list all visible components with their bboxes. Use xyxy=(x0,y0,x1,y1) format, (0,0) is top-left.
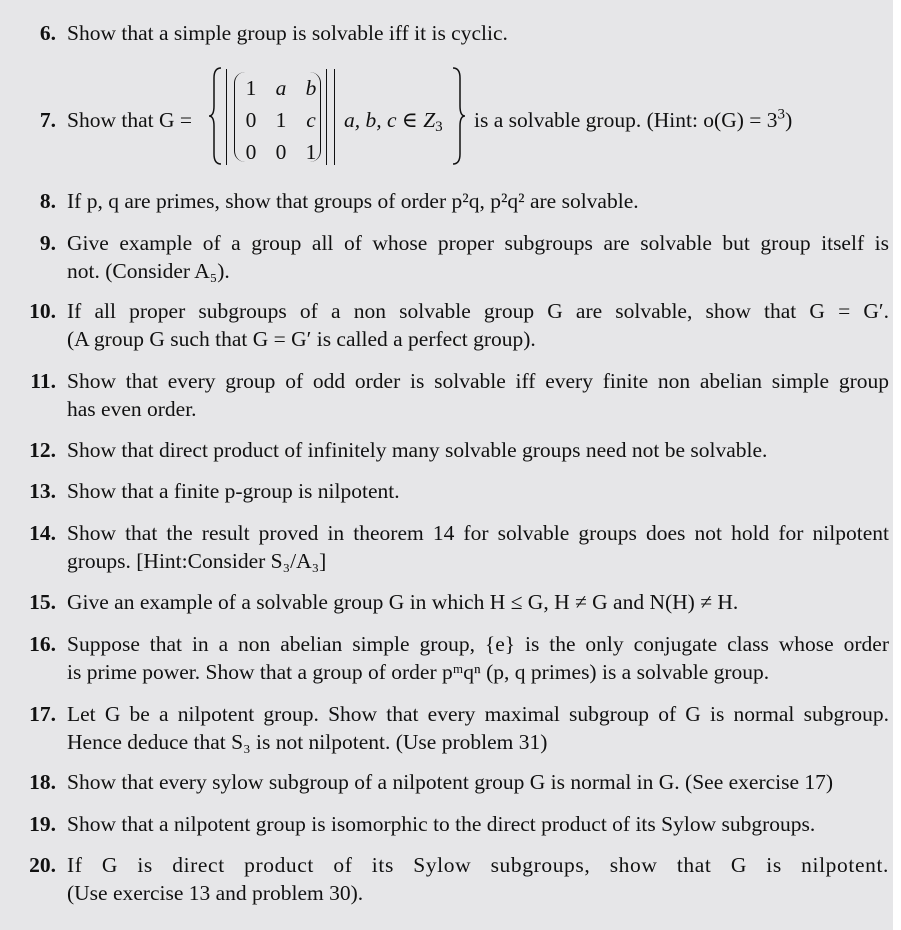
exercise-number: 12. xyxy=(29,438,56,462)
set-separator-bar xyxy=(334,69,335,165)
exercise-7 xyxy=(0,0,893,180)
exercise-number: 18. xyxy=(29,770,56,794)
exercise-text-line: (A group G such that G = G′ is called a perfect group). xyxy=(67,327,536,351)
exercise-text-line: Give an example of a solvable group G in which H ≤ G, H ≠ G and N(H) ≠ H. xyxy=(67,590,739,614)
exercise-text-line: Hence deduce that S₃ is not nilpotent. (Use problem 31) xyxy=(67,730,548,754)
matrix-cell: 0 xyxy=(245,140,257,164)
exercise-text-line: Show that every sylow subgroup of a nilpotent group G is normal in G. (See exercise 17) xyxy=(67,770,834,794)
matrix-cell: 1 xyxy=(275,108,287,132)
det-bar-left xyxy=(226,69,227,165)
exercise-text-line: Show that direct product of infinitely many solvable groups need not be solvable. xyxy=(67,438,768,462)
matrix-cell: 0 xyxy=(275,140,287,164)
matrix-cell: c xyxy=(306,108,316,132)
exercise-7-suffix: is a solvable group. (Hint: $o(G) = 3^3$) xyxy=(474,106,793,132)
exercise-number: 17. xyxy=(29,702,56,726)
exercise-number: 8. xyxy=(39,189,56,213)
matrix-paren-right xyxy=(310,72,321,162)
exercise-number: 13. xyxy=(29,479,56,503)
exercise-text-line: If G is direct product of its Sylow subgroups, show that G is nilpotent. xyxy=(67,853,889,877)
exercise-text-line: Show that every group of odd order is solvable iff every finite non abelian simple group xyxy=(67,369,889,393)
exercise-text-line: Show that a finite p-group is nilpotent. xyxy=(67,479,400,503)
exercise-number: 7. xyxy=(39,108,56,132)
exercise-text-line: If p, q are primes, show that groups of order p²q, p²q² are solvable. xyxy=(67,189,639,213)
exercise-text-line: has even order. xyxy=(67,397,197,421)
exercise-7-prefix: Show that G = xyxy=(67,108,193,132)
left-brace xyxy=(208,66,222,166)
matrix-cell: a xyxy=(275,76,287,100)
exercise-text-line: (Use exercise 13 and problem 30). xyxy=(67,881,364,905)
exercise-text-line: Give example of a group all of whose proper subgroups are solvable but group itself is xyxy=(67,231,889,255)
exercise-text-line: not. (Consider A₅). xyxy=(67,259,230,283)
exercise-text-line: Show that a nilpotent group is isomorphic to the direct product of its Sylow subgroups. xyxy=(67,812,816,836)
exercise-text-line: Show that a simple group is solvable iff it is cyclic. xyxy=(67,21,508,45)
exercise-text-line: groups. [Hint:Consider S₃/A₃] xyxy=(67,549,327,573)
exercise-text-line: is prime power. Show that a group of order pᵐqⁿ (p, q primes) is a solvable group. xyxy=(67,660,770,684)
matrix-cell: 1 xyxy=(305,140,317,164)
exercise-number: 6. xyxy=(39,21,56,45)
exercise-text-line: Show that the result proved in theorem 14 for solvable groups does not hold for nilpotent xyxy=(67,521,889,545)
exercise-number: 9. xyxy=(39,231,56,255)
set-condition: a, b, c ∈ $Z_3$ xyxy=(344,108,443,135)
matrix-cell: b xyxy=(305,76,317,100)
matrix-cell: 0 xyxy=(245,108,257,132)
exercise-number: 19. xyxy=(29,812,56,836)
exercise-number: 11. xyxy=(30,369,56,393)
exercise-number: 20. xyxy=(29,853,56,877)
det-bar-right xyxy=(326,69,327,165)
exercise-number: 14. xyxy=(29,521,56,545)
matrix-cell: 1 xyxy=(245,76,257,100)
exercise-number: 10. xyxy=(29,299,56,323)
exercise-number: 15. xyxy=(29,590,56,614)
exercise-text-line: Suppose that in a non abelian simple group, {e} is the only conjugate class whose order xyxy=(67,632,889,656)
exercise-number: 16. xyxy=(29,632,56,656)
exercise-text-line: If all proper subgroups of a non solvable group G are solvable, show that G = G′. xyxy=(67,299,889,323)
right-brace xyxy=(452,66,466,166)
exercise-text-line: Let G be a nilpotent group. Show that every maximal subgroup of G is normal subgroup. xyxy=(67,702,889,726)
